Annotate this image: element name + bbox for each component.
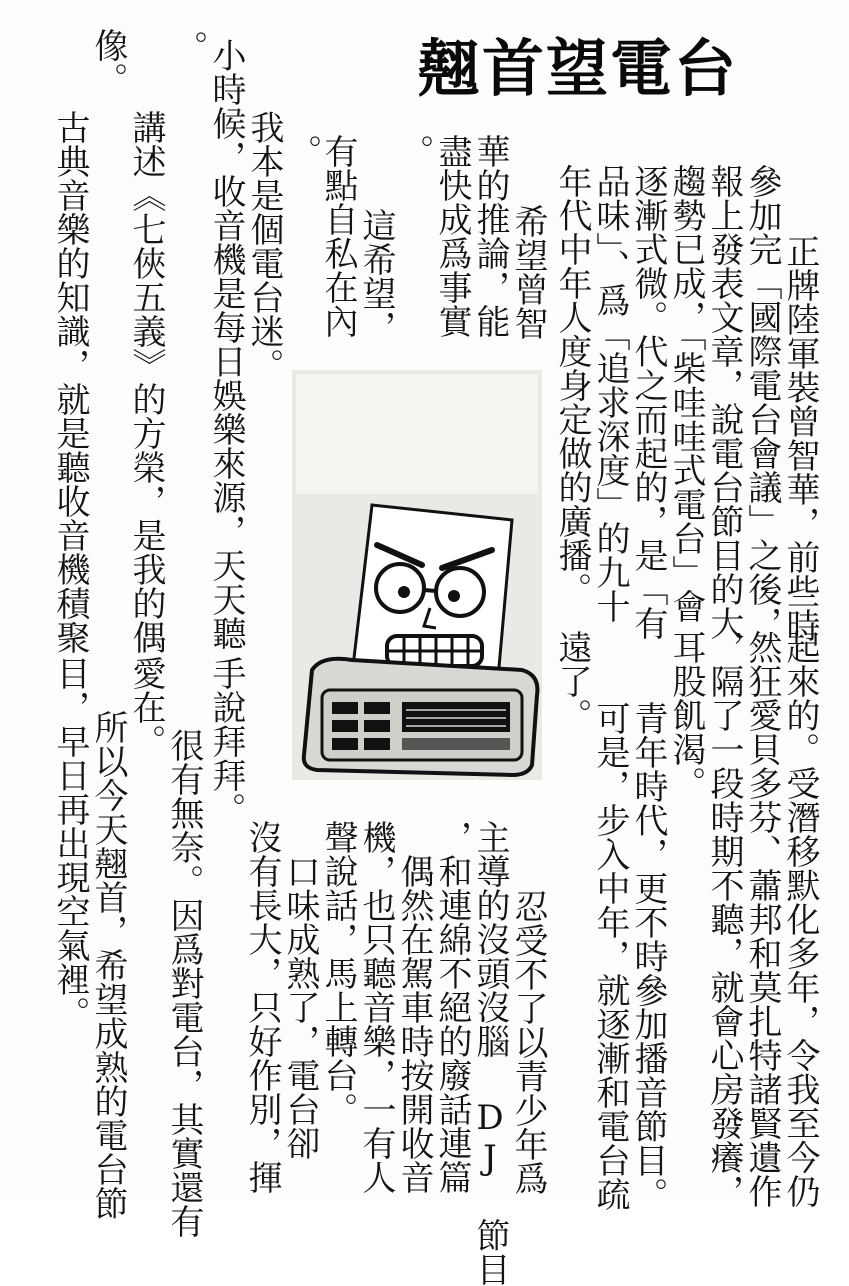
text-column: 。: [394, 134, 434, 168]
text-column: ，隔了一段時期不聽，就會心房發癢，: [704, 630, 744, 1208]
text-column: 這希望，: [356, 174, 396, 344]
text-column: 主導的沒頭沒腦 DJ 節目: [470, 820, 510, 1286]
text-column: 逐漸式微。代之而起的，是「有: [628, 164, 668, 640]
text-column: 古典音樂的知識，就是聽收音機積聚: [50, 110, 90, 654]
text-column: 遠了。: [552, 630, 592, 732]
fax-machine-illustration: [292, 370, 542, 780]
text-column: 偶然在駕車時按開收音: [394, 820, 434, 1194]
text-column: 然狂愛貝多芬、蕭邦和莫扎特諸賢遺作: [742, 630, 782, 1208]
text-column: 報上發表文章，說電台節目的大: [704, 164, 744, 640]
text-column: 口味成熟了，電台卻: [280, 820, 320, 1160]
text-column: 聲說話，馬上轉台。: [318, 820, 358, 1126]
text-column: 像。: [88, 28, 128, 96]
text-column: 我本是個電台迷。: [244, 76, 284, 382]
text-column: 華的推論，能: [470, 134, 510, 338]
text-column: 手說拜拜。: [206, 656, 246, 826]
article-title: 翹首望電台: [418, 32, 739, 105]
text-column: 希望曾智: [508, 170, 548, 340]
text-column: 正牌陸軍裝曾智華，前些時: [780, 200, 820, 642]
text-column: 沒有長大，只好作別，揮: [242, 820, 282, 1194]
text-column: 講述《七俠五義》的方榮，是我的偶: [126, 76, 166, 654]
text-column: 愛在。: [126, 656, 166, 758]
text-column: 目，早日再出現空氣裡。: [50, 656, 90, 1030]
text-column: 所以今天翹首，希望成熟的電台節: [88, 676, 128, 1220]
text-column: 很有無奈。因爲對電台，其實還有: [164, 694, 204, 1238]
text-column: 青年時代，更不時參加播音節目。: [628, 667, 668, 1211]
text-column: 起來的。受潛移默化多年，令我至今仍: [780, 630, 820, 1208]
text-column: 。: [282, 134, 322, 168]
text-column: 機，也只聽音樂，一有人: [356, 820, 396, 1194]
text-column: 趨勢已成，「柴哇哇式電台」會: [666, 164, 706, 623]
text-column: 有點自私在內: [318, 134, 358, 338]
text-column: 年代中年人度身定做的廣播。: [552, 164, 592, 606]
text-column: 參加完「國際電台會議」之後，: [742, 164, 782, 640]
text-column: 品味」、爲「追求深度」的九十: [590, 164, 630, 623]
text-column: 盡快成爲事實: [432, 134, 472, 338]
text-column: 忍受不了以青少年爲: [508, 855, 548, 1195]
text-column: 。: [168, 30, 208, 64]
text-column: 耳股飢渴。: [666, 630, 706, 800]
text-column: 可是，步入中年，就逐漸和電台疏: [590, 667, 630, 1211]
text-column: 小時候，收音機是每日娛樂來源，天天聽: [206, 38, 246, 650]
text-column: ，和連綿不絕的廢話連篇: [432, 820, 472, 1194]
